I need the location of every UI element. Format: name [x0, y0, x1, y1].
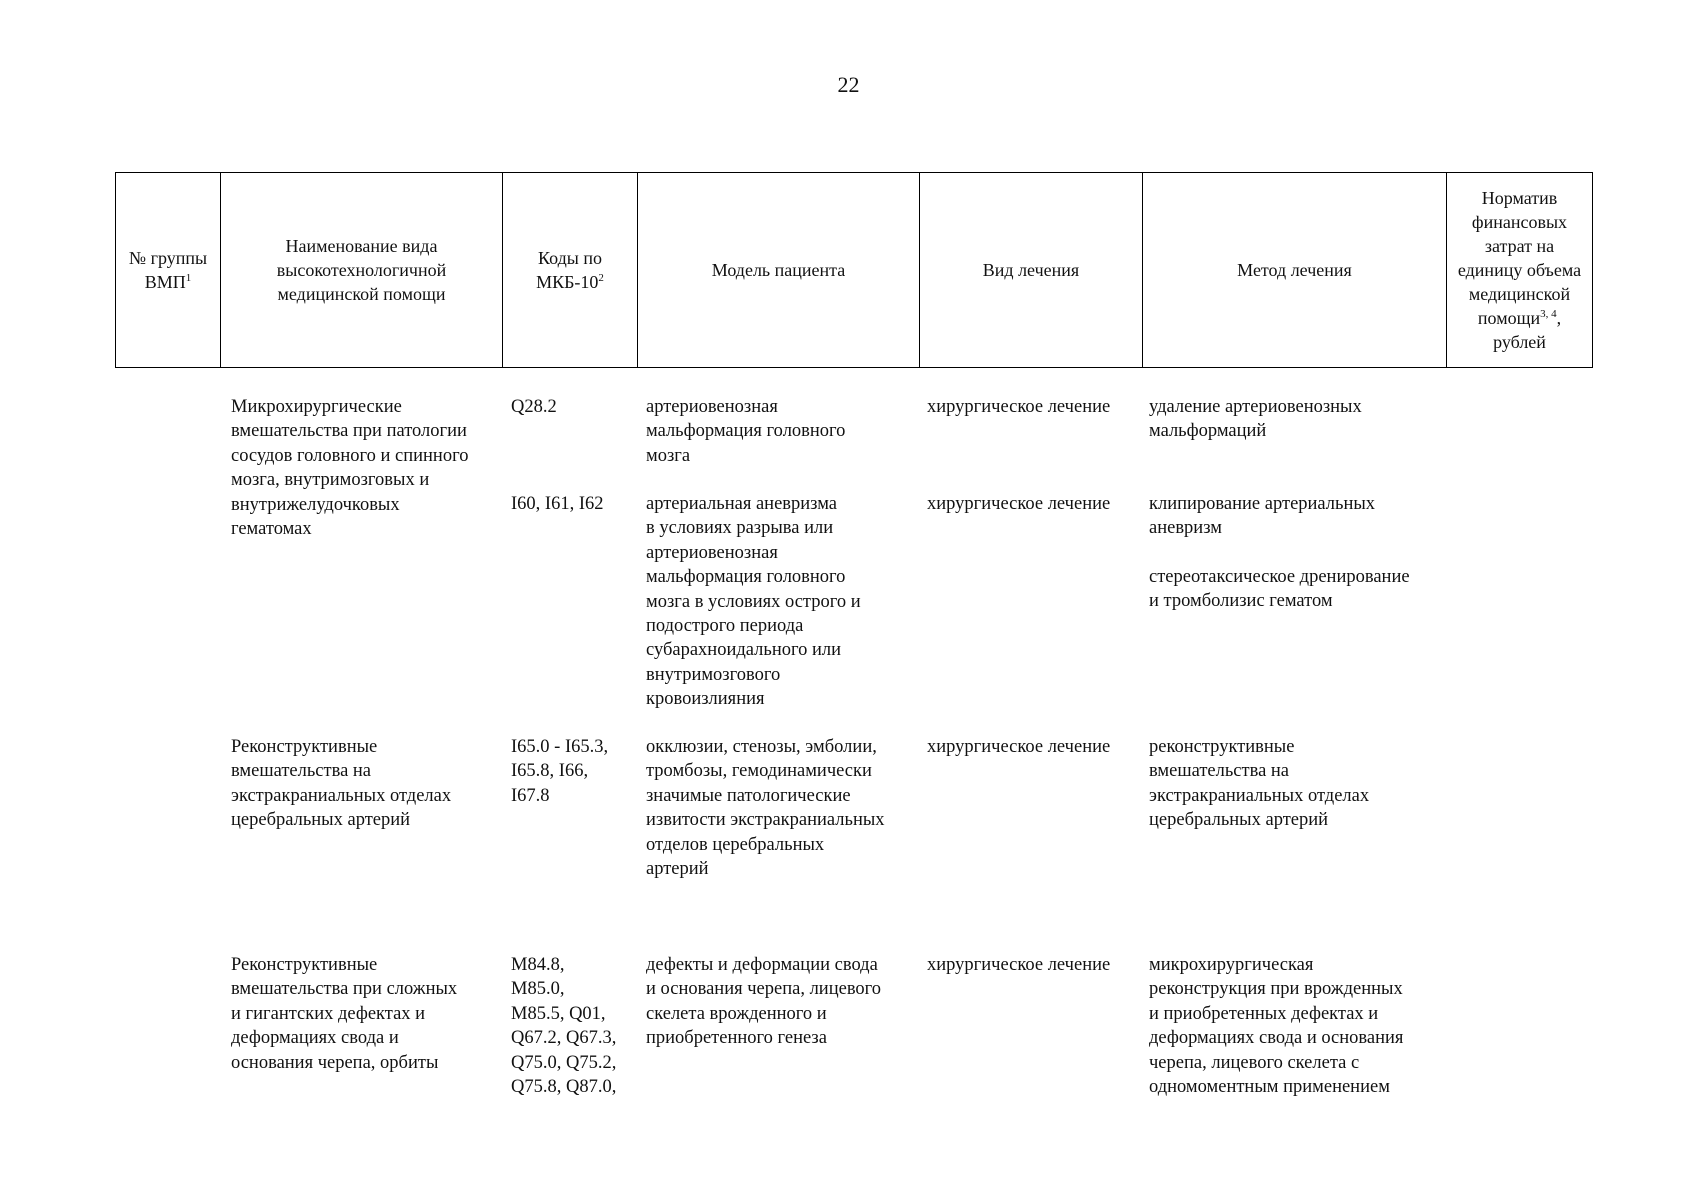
row-3-care-name: Реконструктивные вмешательства при сложных и гигантских дефектах и деформациях свода и основания черепа, орбиты — [231, 955, 458, 1073]
row-3-model: дефекты и деформации свода и основания черепа, лицевого скелета врожденного и приобретенного генеза — [646, 955, 882, 1049]
row-1-codes-2: I60, I61, I62 — [511, 494, 604, 514]
row-3-codes: M84.8, M85.0, M85.5, Q01, Q67.2, Q67.3, Q75.0, Q75.2, Q75.8, Q87.0, — [511, 955, 617, 1098]
header-group-no: № группы ВМП$^1$ — [116, 173, 221, 368]
row-1-type-2: хирургическое лечение — [927, 494, 1111, 514]
row-3-method: микрохирургическая реконструкция при врожденных и приобретенных дефектах и деформациях свода и основания черепа, лицевого скелета с одномоментным применением — [1149, 955, 1404, 1098]
header-patient-model: Модель пациента — [638, 173, 920, 368]
row-1-care-name: Микрохирургические вмешательства при патологии сосудов головного и спинного мозга, внутримозговых и внутрижелудочковых гематомах — [231, 397, 469, 540]
table-header — [115, 172, 1593, 368]
header-row — [116, 173, 1593, 368]
row-1-model-2: артериальная аневризма в условиях разрыва или артериовенозная мальформация головного мозга в условиях острого и подострого периода субарахноидального или внутримозгового кровоизлияния — [646, 494, 861, 710]
row-2-model: окклюзии, стенозы, эмболии, тромбозы, гемодинамически значимые патологические извитости экстракраниальных отделов церебральных артерий — [646, 737, 885, 880]
row-2-method: реконструктивные вмешательства на экстракраниальных отделах церебральных артерий — [1149, 737, 1370, 831]
header-treatment-method: Метод лечения — [1143, 173, 1447, 368]
page-number: 22 — [837, 72, 860, 97]
row-1-method-1: удаление артериовенозных мальформаций — [1149, 397, 1362, 442]
row-1-method-2a: клипирование артериальных аневризм — [1149, 494, 1376, 539]
row-2-type: хирургическое лечение — [927, 737, 1111, 757]
row-1-model-1: артериовенозная мальформация головного мозга — [646, 397, 846, 466]
header-care-name: Наименование вида высокотехнологичной медицинской помощи — [221, 173, 503, 368]
row-2-codes: I65.0 - I65.3, I65.8, I66, I67.8 — [511, 737, 609, 806]
header-icd-codes: Коды по МКБ-$10^2$ — [503, 173, 638, 368]
row-1-type-1: хирургическое лечение — [927, 397, 1111, 417]
row-3-type: хирургическое лечение — [927, 955, 1111, 975]
row-2-care-name: Реконструктивные вмешательства на экстракраниальных отделах церебральных артерий — [231, 737, 452, 831]
row-1-codes-1: Q28.2 — [511, 397, 557, 417]
header-treatment-type: Вид лечения — [920, 173, 1143, 368]
row-1-method-2b: стереотаксическое дренирование и тромболизис гематом — [1149, 567, 1410, 612]
header-cost-norm: Норматив финансовых затрат на единицу объема медицинской помощи$^{3, 4}$, рублей — [1447, 173, 1593, 368]
